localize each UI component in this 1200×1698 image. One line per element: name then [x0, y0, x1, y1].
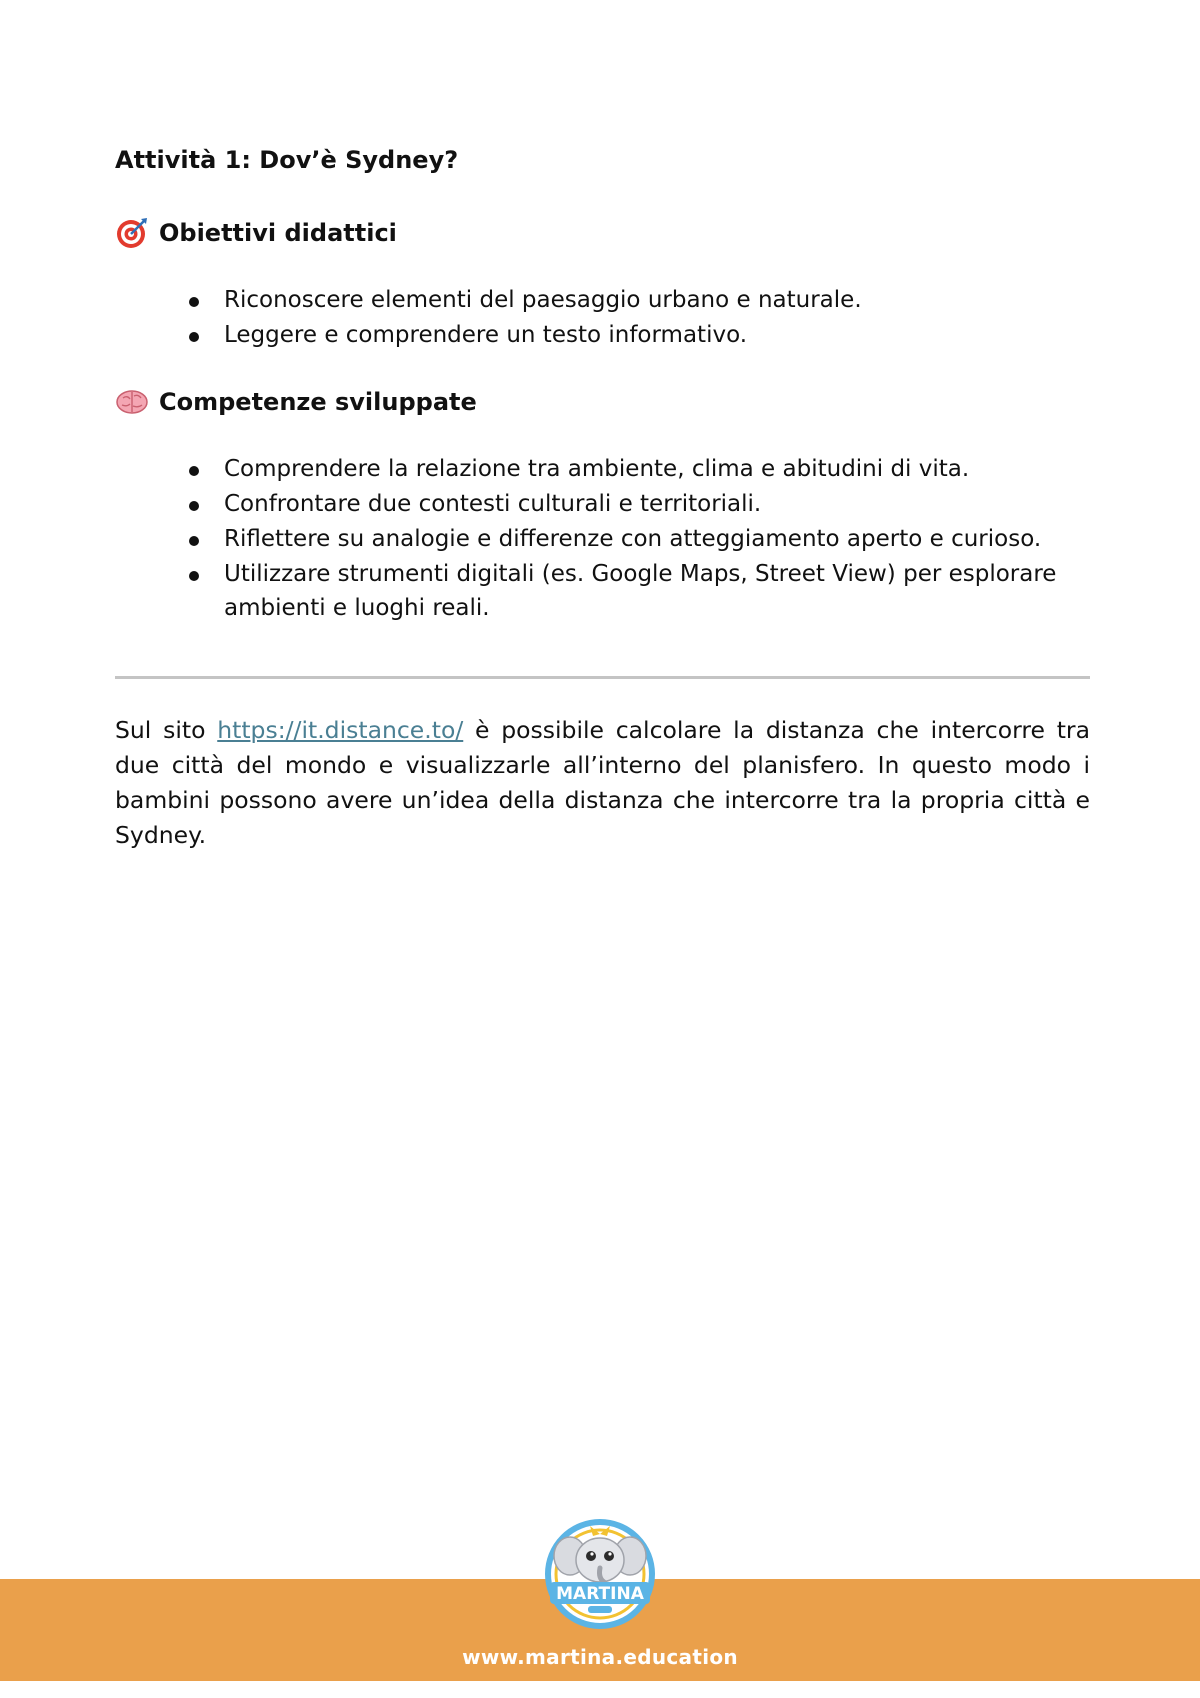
list-item: Confrontare due contesti culturali e territoriali.: [186, 487, 1106, 522]
list-item: Utilizzare strumenti digitali (es. Google Maps, Street View) per esplorare ambienti e luoghi reali.: [186, 557, 1106, 625]
competencies-heading: [115, 385, 477, 419]
distance-site-link[interactable]: https://it.distance.to/: [217, 716, 464, 744]
paragraph-text-start: Sul sito: [115, 716, 218, 744]
divider: [115, 676, 1090, 679]
list-item: Riflettere su analogie e differenze con atteggiamento aperto e curioso.: [186, 522, 1106, 557]
list-item: Riconoscere elementi del paesaggio urbano e naturale.: [186, 283, 1106, 318]
paragraph-text-end: è possibile calcolare la distanza che intercorre tra due città del mondo e visualizzarle all’interno del planisfero. In questo modo i bambini possono avere un’idea della distanza che intercorre tra la propria città e Sydney.: [115, 716, 1090, 849]
objectives-heading-label: Obiettivi didattici: [159, 219, 397, 247]
footer-url: www.martina.education: [462, 1645, 738, 1669]
logo-wordmark: MARTINA: [556, 1584, 644, 1604]
martina-logo: [540, 1510, 660, 1638]
list-item: Comprendere la relazione tra ambiente, clima e abitudini di vita.: [186, 452, 1106, 487]
brain-icon: [115, 385, 149, 419]
objectives-heading: [115, 216, 397, 250]
objectives-list: [186, 283, 1106, 353]
competencies-heading-label: Competenze sviluppate: [159, 388, 477, 416]
competencies-list: [186, 452, 1106, 625]
page-title: Attività 1: Dov’è Sydney?: [115, 146, 459, 174]
elephant-mascot-icon: [540, 1510, 660, 1638]
target-icon: [115, 216, 149, 250]
list-item: Leggere e comprendere un testo informativo.: [186, 318, 1106, 353]
body-paragraph: [115, 713, 1090, 853]
